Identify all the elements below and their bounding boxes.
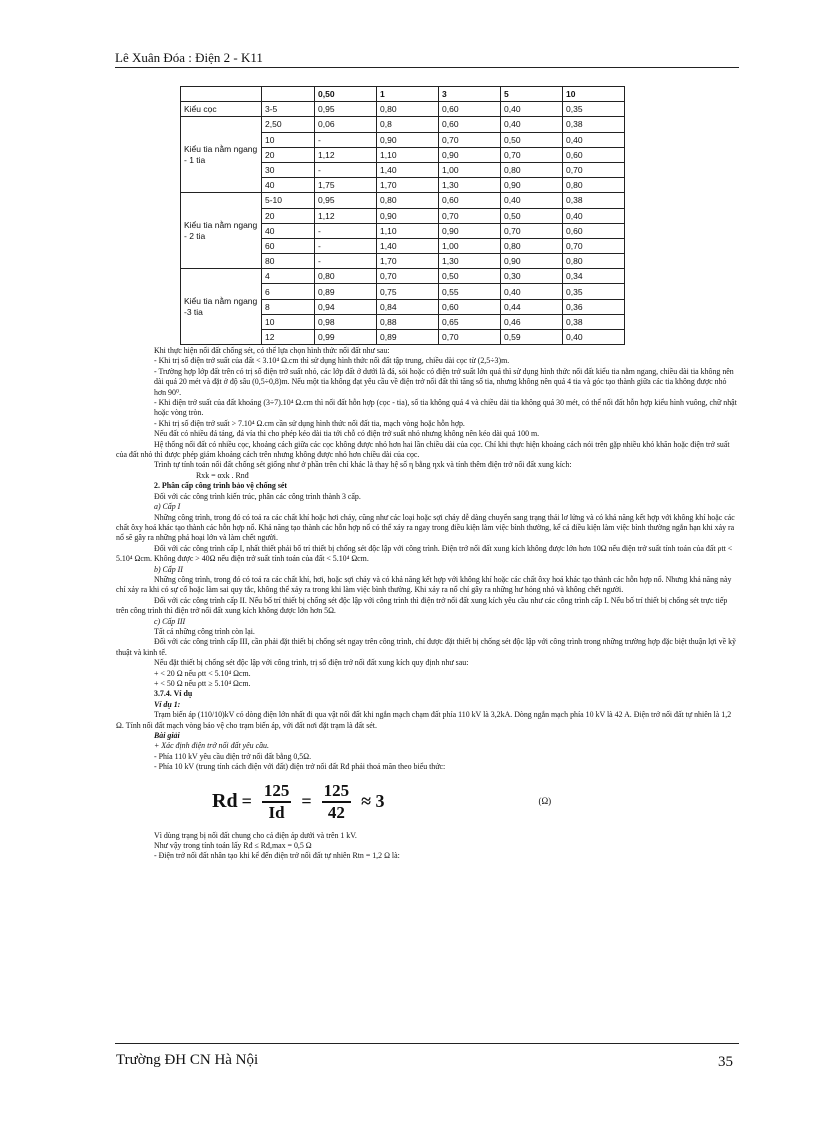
table-cell: 0,99 (315, 330, 377, 345)
table-cell: 0,30 (501, 269, 563, 284)
table-cell: 5-10 (262, 193, 315, 208)
table-cell: - (315, 223, 377, 238)
table-cell: 0,60 (439, 193, 501, 208)
table-cell: 0,40 (501, 284, 563, 299)
paragraph: Hệ thống nối đất có nhiều cọc, khoảng cách giữa các cọc không được nhỏ hơn hai lần chiều dài của cọc. Chỉ khi thực hiện khoảng cách nói trên gặp nhiều khó khăn hoặc điện trở suất của đất nhỏ thì được phép giảm khoảng cách trên nhưng không được nhỏ hơn chiều dài của cọc. (116, 439, 730, 460)
subheading: c) Cấp III (154, 616, 186, 626)
table-row (181, 193, 625, 208)
document-body (116, 346, 740, 862)
subheading: a) Cấp I (154, 502, 181, 512)
table-cell: 0,70 (439, 330, 501, 345)
paragraph: - Điện trở nối đất nhân tạo khi kể đến điện trở nối đất tự nhiên Rtn = 1,2 Ω là: (154, 851, 400, 861)
table-cell: 6 (262, 284, 315, 299)
coefficient-table (180, 86, 625, 345)
table-cell: 0,70 (563, 162, 625, 177)
page-number: 35 (718, 1054, 733, 1070)
paragraph: Những công trình, trong đó có toả ra các chất khí hoặc hơi cháy, cũng như các loại hoặc sợi cháy dễ dàng chuyển sang trạng thái lơ lửng và có khả năng kết hợp với không khí hoặc các chất ôxy hoá khác tạo thành các hỗn hợp nổ. Khả năng tạo thành các hỗn hợp nổ có thể xảy ra ngay trong điều kiện làm việc bình thường, kể cả điều kiện làm việc bình thường ngắn hạn khi xảy ra nổ sẽ gây ra những phá hoại lớn và làm chết người. (116, 512, 735, 543)
table-row (181, 117, 625, 132)
table-cell: 0,38 (563, 314, 625, 329)
category-cell: Kiểu tia nằm ngang - 1 tia (181, 117, 262, 193)
table-cell: 0,40 (563, 330, 625, 345)
table-cell: 1,10 (377, 147, 439, 162)
paragraph: Tất cả những công trình còn lại. (154, 626, 255, 636)
table-cell: 1,12 (315, 208, 377, 223)
table-header-cell: 1 (377, 87, 439, 102)
fraction (262, 781, 292, 823)
table-cell: 0,80 (563, 254, 625, 269)
table-cell: 10 (262, 314, 315, 329)
table-cell: 0,70 (501, 147, 563, 162)
table-cell: 20 (262, 208, 315, 223)
table-cell: 0,70 (501, 223, 563, 238)
table-header-cell: 0,50 (315, 87, 377, 102)
table-cell: 0,88 (377, 314, 439, 329)
table-cell: 0,50 (439, 269, 501, 284)
table-cell: 4 (262, 269, 315, 284)
header-divider (115, 67, 739, 68)
table-cell: 0,60 (439, 299, 501, 314)
paragraph: - Phía 10 kV (trung tính cách điện với đất) điện trở nối đất Rđ phải thoả mãn theo biểu thức: (154, 762, 446, 772)
paragraph: Như vậy trong tính toán lấy Rđ ≤ Rđ,max = 0,5 Ω (154, 841, 312, 851)
table-cell: 1,70 (377, 254, 439, 269)
fraction-denominator: 42 (327, 802, 345, 822)
table-cell: 0,75 (377, 284, 439, 299)
table-cell: 0,80 (377, 193, 439, 208)
paragraph: + < 20 Ω nếu ρtt < 5.10⁴ Ωcm. (154, 668, 251, 678)
subheading: Ví dụ 1: (154, 699, 181, 709)
table-row (181, 269, 625, 284)
table-cell: 0,70 (563, 238, 625, 253)
table-cell: 1,00 (439, 238, 501, 253)
table-cell: 0,40 (563, 132, 625, 147)
category-cell: Kiểu tia nằm ngang -3 tia (181, 269, 262, 345)
paragraph: - Phía 110 kV yêu cầu điện trở nối đất bằng 0,5Ω. (154, 751, 312, 761)
paragraph: Đối với các công trình kiến trúc, phân các công trình thành 3 cấp. (154, 491, 361, 501)
table-cell: 0,38 (563, 193, 625, 208)
table-cell: 20 (262, 147, 315, 162)
table-cell: 0,65 (439, 314, 501, 329)
table-cell: 0,90 (377, 132, 439, 147)
category-cell: Kiểu tia nằm ngang - 2 tia (181, 193, 262, 269)
table-cell: 0,90 (439, 147, 501, 162)
table-cell: 0,40 (501, 102, 563, 117)
table-cell: 0,35 (563, 102, 625, 117)
paragraph: - Trường hợp lớp đất trên có trị số điện trở suất nhỏ, các lớp đất ở dưới là đá, sỏi hoặc có điện trở suất lớn quá thì sử dụng hình thức nối đất kiểu tia nằm ngang, chiều dài tia không nên dài quá 20 mét và đặt ở độ sâu (0,5÷0,8)m. Nếu một tia không đạt yêu cầu về điện trở nối đất thì tăng số tia, nhưng không nên quá 4 tia và góc tạo thành giữa các tia không được nhỏ hơn 90⁰. (154, 366, 734, 397)
table-cell: 0,94 (315, 299, 377, 314)
fraction-numerator: 125 (322, 781, 352, 803)
paragraph: Đối với các công trình cấp II. Nếu bố trí thiết bị chống sét độc lập với công trình thì điện trở nối đất xung kích yêu cầu như các công trình cấp I. Nếu bố trí thiết bị chống sét trực tiếp trên công trình thì điện trở nối đất xung kích không được lớn hơn 5Ω. (116, 595, 728, 616)
table-cell: - (315, 238, 377, 253)
paragraph: Đối với các công trình cấp I, nhất thiết phải bố trí thiết bị chống sét độc lập với công trình. Điện trở nối đất xung kích không được lớn hơn 10Ω nếu điện trở suất tính toán của đất ρtt < 5.10⁴ Ωcm. Không được > 40Ω nếu điện trở suất tính toán của đất < 5.10⁴ Ωcm. (116, 543, 733, 564)
table-cell: 0,80 (501, 162, 563, 177)
table-cell: 0,36 (563, 299, 625, 314)
table-cell: 1,70 (377, 178, 439, 193)
table-header-row (181, 87, 625, 102)
table-cell: 0,90 (377, 208, 439, 223)
paragraph: - Khi trị số điện trở suất của đất < 3.10⁴ Ω.cm thì sử dụng hình thức nối đất tập trung, chiều dài cọc từ (2,5÷3)m. (154, 356, 510, 366)
table-cell: 0,40 (563, 208, 625, 223)
table-cell: 0,90 (501, 254, 563, 269)
fraction-denominator: Id (268, 802, 285, 822)
table-cell: 0,06 (315, 117, 377, 132)
footer-divider (115, 1043, 739, 1044)
table-cell: 3-5 (262, 102, 315, 117)
formula-result: ≈ 3 (361, 791, 385, 812)
table-cell: 0,84 (377, 299, 439, 314)
table-header-cell (181, 87, 262, 102)
section-heading: 2. Phân cấp công trình bảo vệ chống sét (154, 481, 288, 491)
table-cell: - (315, 132, 377, 147)
table-cell: 1,30 (439, 254, 501, 269)
formula-unit: (Ω) (538, 796, 552, 807)
table-cell: 0,60 (563, 223, 625, 238)
table-cell: 0,46 (501, 314, 563, 329)
table-cell: 0,50 (501, 208, 563, 223)
subheading: + Xác định điện trở nối đất yêu cầu. (154, 741, 269, 751)
footer-school: Trường ĐH CN Hà Nội (116, 1052, 259, 1068)
table-cell: 0,60 (439, 102, 501, 117)
table-cell: 0,70 (439, 132, 501, 147)
table-cell: 0,89 (315, 284, 377, 299)
table-cell: 2,50 (262, 117, 315, 132)
table-cell: 0,70 (439, 208, 501, 223)
table-cell: 1,75 (315, 178, 377, 193)
resistance-formula: Rd = $\frac{125}{Id}$ = $\frac{125}{42}$ ≈ 3 (Ω) (212, 780, 552, 822)
page-header: Lê Xuân Đóa : Điện 2 - K11 (115, 50, 263, 65)
table-cell: 0,80 (315, 269, 377, 284)
table-header-cell (262, 87, 315, 102)
table-cell: 0,95 (315, 102, 377, 117)
table-cell: 0,95 (315, 193, 377, 208)
table-cell: 1,10 (377, 223, 439, 238)
table-cell: 0,60 (563, 147, 625, 162)
paragraph: Trạm biến áp (110/10)kV có dòng điện lớn nhất đi qua vật nối đất khi ngắn mạch chạm đất phía 110 kV là 3,2kA. Dòng ngắn mạch phía 10 kV là 42 A. Điện trở nối đất tự nhiên là 1,2 Ω. Tính nối đất mạch vòng bảo vệ cho trạm biến áp, với đất nơi đặt trạm là đất sét. (116, 710, 732, 730)
table-cell: 0,90 (439, 223, 501, 238)
table-cell: 0,38 (563, 117, 625, 132)
table-cell: 0,80 (563, 178, 625, 193)
section-heading: 3.7.4. Ví dụ (154, 689, 193, 699)
table-header-cell: 10 (563, 87, 625, 102)
paragraph: + < 50 Ω nếu ρtt ≥ 5.10⁴ Ωcm. (154, 679, 251, 688)
paragraph: - Khi điện trở suất của đất khoảng (3÷7).10⁴ Ω.cm thì nối đất hỗn hợp (cọc - tia), số tia không quá 4 và chiều dài tia không quá 30 mét, có thể nối đất hỗn hợp kiểu hình vuông, chữ nhật hoặc vòng tròn. (154, 398, 737, 418)
table-cell: 30 (262, 162, 315, 177)
table-cell: 0,90 (501, 178, 563, 193)
paragraph: Nếu đất có nhiều đá tảng, đá vỉa thì cho phép kéo dài tia tới chỗ có điện trở suất nhỏ nhưng không nên kéo dài quá 100 m. (154, 429, 540, 439)
subheading: b) Cấp II (154, 564, 183, 574)
table-cell: 0,80 (377, 102, 439, 117)
table-cell: 1,00 (439, 162, 501, 177)
table-cell: 8 (262, 299, 315, 314)
table-cell: 60 (262, 238, 315, 253)
paragraph: Nếu đặt thiết bị chống sét độc lập với công trình, trị số điện trở nối đất xung kích quy định như sau: (154, 658, 469, 668)
paragraph: Khi thực hiện nối đất chống sét, có thể lựa chọn hình thức nối đất như sau: (154, 346, 390, 355)
table-cell: 0,50 (501, 132, 563, 147)
table-header-cell: 3 (439, 87, 501, 102)
table-cell: 1,40 (377, 162, 439, 177)
paragraph: - Khi trị số điện trở suất > 7.10⁴ Ω.cm cần sử dụng hình thức nối đất tia, mạch vòng hoặc hỗn hợp. (154, 418, 465, 428)
table-cell: 0,55 (439, 284, 501, 299)
table-row (181, 102, 625, 117)
table-cell: 1,40 (377, 238, 439, 253)
paragraph: Những công trình, trong đó có toả ra các chất khí, hơi, hoặc sợi cháy và có khả năng kết hợp với không khí hoặc các chất ôxy hoá khác tạo thành các hỗn hợp nổ. Nhưng khả năng này chỉ xảy ra khi có sự cố hoặc làm sai quy tắc, không thể xảy ra trong khi làm việc bình thường. Khi xảy ra nổ chỉ gây ra những hư hỏng nhỏ và không chết người. (116, 574, 732, 595)
table-cell: 0,89 (377, 330, 439, 345)
table-cell: 0,35 (563, 284, 625, 299)
table-header-cell: 5 (501, 87, 563, 102)
paragraph: Vì dùng trạng bị nối đất chung cho cả điện áp dưới và trên 1 kV. (154, 830, 357, 840)
table-cell: 0,40 (501, 117, 563, 132)
table-cell: 0,40 (501, 193, 563, 208)
table-cell: 0,80 (501, 238, 563, 253)
table-cell: 0,8 (377, 117, 439, 132)
table-cell: 40 (262, 178, 315, 193)
table-cell: 0,59 (501, 330, 563, 345)
table-cell: 0,70 (377, 269, 439, 284)
table-cell: - (315, 254, 377, 269)
table-cell: 0,60 (439, 117, 501, 132)
category-cell: Kiểu cọc (181, 102, 262, 117)
paragraph: Trình tự tính toán nối đất chống sét giống như ở phần trên chỉ khác là thay hệ số η bằng ηxk và tính thêm điện trở nối đất xung kích: (154, 460, 572, 470)
formula-lhs: Rd (212, 790, 238, 813)
table-cell: 40 (262, 223, 315, 238)
table-cell: 0,44 (501, 299, 563, 314)
table-cell: - (315, 162, 377, 177)
table-cell: 12 (262, 330, 315, 345)
table-cell: 1,12 (315, 147, 377, 162)
fraction (322, 781, 352, 823)
table-cell: 10 (262, 132, 315, 147)
table-cell: 1,30 (439, 178, 501, 193)
formula: Rxk = αxk . Rnđ (196, 470, 249, 480)
paragraph: Đối với các công trình cấp III, cần phải đặt thiết bị chống sét ngay trên công trình, chỉ được đặt thiết bị chống sét độc lập với công trình trong những trường hợp đặc biệt thuận lợi về kỹ thuật và kinh tế. (116, 637, 736, 657)
table-cell: 0,98 (315, 314, 377, 329)
fraction-numerator: 125 (262, 781, 292, 803)
table-cell: 80 (262, 254, 315, 269)
table-cell: 0,34 (563, 269, 625, 284)
subheading: Bài giải (154, 731, 180, 741)
